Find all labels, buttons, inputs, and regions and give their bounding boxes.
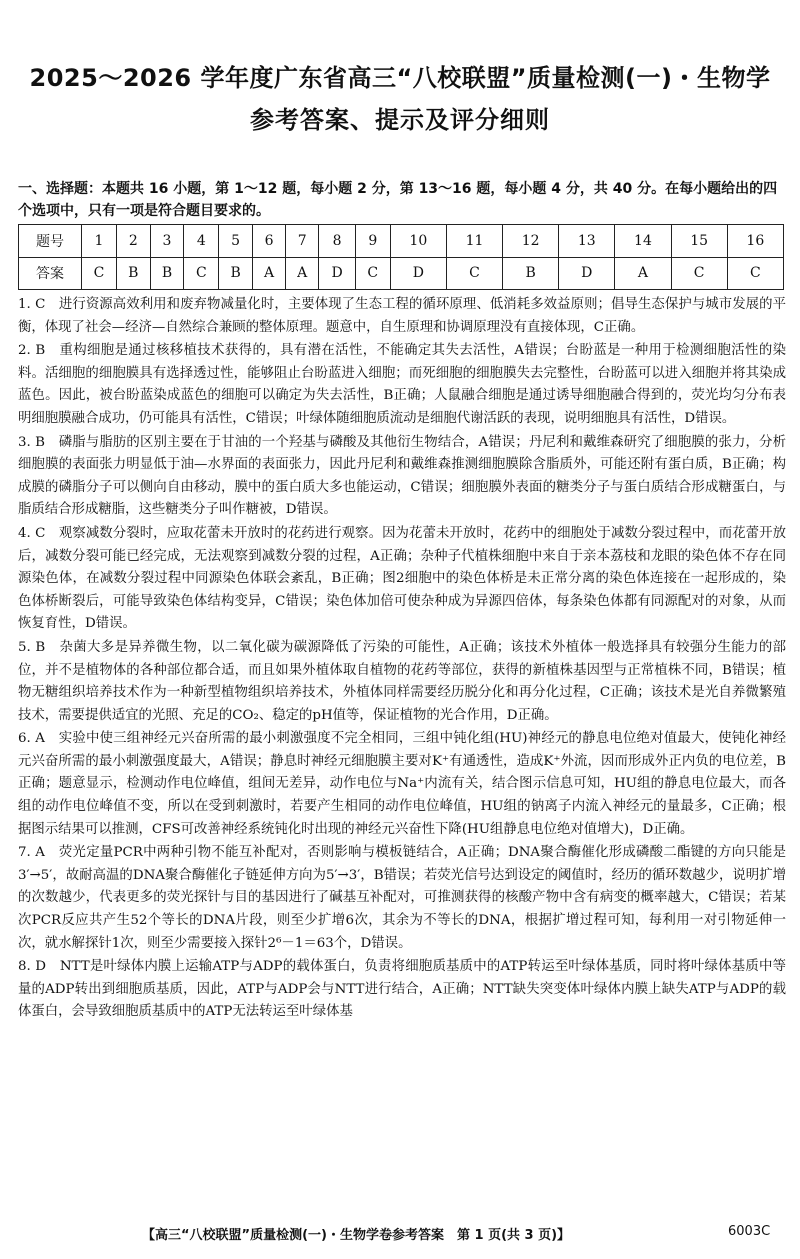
answer-cell: B xyxy=(503,257,559,290)
answer-cell: B xyxy=(150,257,184,290)
explanation-item: 8. D NTT是叶绿体内膜上运输ATP与ADP的载体蛋白，负责将细胞质基质中的ATP转运至叶绿体基质，同时将叶绿体基质中等量的ADP转出到细胞质基质，因此，ATP与ADP会与NTT进行结合，A正确；NTT缺失突变体叶绿体内膜上缺失ATP与ADP的载体蛋白，会导致细胞质基质中的ATP无法转运至叶绿体基 xyxy=(18,959,786,1020)
question-number-cell: 9 xyxy=(355,225,390,258)
explanation-item: 6. A 实验中使三组神经元兴奋所需的最小刺激强度不完全相同，三组中钝化组(HU)神经元的静息电位绝对值最大，使钝化神经元兴奋所需的最小刺激强度最大，A错误；静息时神经元细胞膜主要对K⁺有通透性，造成K⁺外流，因而形成外正内负的电位差，B正确；题意显示，检测动作电位峰值，组间无差异，动作电位与Na⁺内流有关，结合图示信息可知，HU组的静息电位最大，而各组的动作电位峰值不变，所以在受到刺激时，若要产生相同的动作电位峰值，HU组的钠离子内流入神经元的量最多，C正确；根据图示结果可以推测，CFS可改善神经系统钝化时出现的神经元兴奋性下降(HU组静息电位绝对值增大)，D正确。 xyxy=(18,731,786,837)
explanation-item: 1. C 进行资源高效利用和废弃物减量化时，主要体现了生态工程的循环原理、低消耗多效益原则；倡导生态保护与城市发展的平衡，体现了社会—经济—自然综合兼顾的整体原理。题意中，自生原理和协调原理没有直接体现，C正确。 xyxy=(18,297,786,335)
answer-cell: C xyxy=(82,257,117,290)
answer-cell: D xyxy=(559,257,615,290)
answer-cell: A xyxy=(252,257,285,290)
question-number-cell: 14 xyxy=(615,225,671,258)
question-number-cell: 6 xyxy=(252,225,285,258)
explanation-item: 7. A 荧光定量PCR中两种引物不能互补配对，否则影响与模板链结合，A正确；DNA聚合酶催化形成磷酸二酯键的方向只能是3′→5′，故耐高温的DNA聚合酶催化子链延伸方向为5′→3′，B错误；若荧光信号达到设定的阈值时，经历的循环数越少，说明扩增的次数越少，代表更多的荧光探针与目的基因进行了碱基互补配对，可推测获得的核酸产物中含有病变的概率越大，C错误；若某次PCR反应共产生52个等长的DNA片段，则至少扩增6次，其余为不等长的DNA，根据扩增过程可知，每利用一对引物延伸一次，就水解探针1次，则至少需要接入探针2⁶－1＝63个，D错误。 xyxy=(18,845,786,951)
answer-cell: C xyxy=(446,257,502,290)
explanation-list xyxy=(18,294,786,1025)
answer-cell: B xyxy=(116,257,150,290)
answer-row xyxy=(19,257,784,290)
question-number-cell: 7 xyxy=(286,225,319,258)
question-number-cell: 10 xyxy=(390,225,446,258)
answer-cell: A xyxy=(286,257,319,290)
explanation-item: 3. B 磷脂与脂肪的区别主要在于甘油的一个羟基与磷酸及其他衍生物结合，A错误；丹尼利和戴维森研究了细胞膜的张力，分析细胞膜的表面张力明显低于油—水界面的表面张力，因此丹尼利和戴维森推测细胞膜除含脂质外，可能还附有蛋白质，B正确；构成膜的磷脂分子可以侧向自由移动，膜中的蛋白质大多也能运动，C错误；细胞膜外表面的糖类分子与蛋白质结合形成糖蛋白，与脂质结合形成糖脂，这些糖类分子叫作糖被，D错误。 xyxy=(18,434,786,518)
answer-cell: C xyxy=(355,257,390,290)
row-label: 题号 xyxy=(19,225,82,258)
answer-table xyxy=(18,224,784,290)
question-number-cell: 11 xyxy=(446,225,502,258)
row-label: 答案 xyxy=(19,257,82,290)
section-heading: 一、选择题：本题共 16 小题，第 1～12 题，每小题 2 分，第 13～16 题，每小题 4 分，共 40 分。在每小题给出的四个选项中，只有一项是符合题目要求的。 xyxy=(18,181,778,219)
answer-cell: A xyxy=(615,257,671,290)
explanation-item: 4. C 观察减数分裂时，应取花蕾未开放时的花药进行观察。因为花蕾未开放时，花药中的细胞处于减数分裂过程中，而花蕾开放后，减数分裂可能已经完成，无法观察到减数分裂的过程，A正确；杂种子代植株细胞中来自于亲本荔枝和龙眼的染色体不存在同源染色体，在减数分裂过程中同源染色体联会紊乱，B正确；图2细胞中的染色体桥是未正常分离的染色体连接在一起形成的，染色体桥断裂后，可能导致染色体结构变异，C错误；染色体加倍可使杂种成为异源四倍体，每条染色体都有同源配对的对象，从而恢复育性，D错误。 xyxy=(18,525,786,632)
question-number-cell: 1 xyxy=(82,225,117,258)
answer-cell: C xyxy=(671,257,727,290)
answer-cell: D xyxy=(319,257,355,290)
question-number-cell: 2 xyxy=(116,225,150,258)
footer-text: 【高三“八校联盟”质量检测(一)・生物学卷参考答案 第 1 页(共 3 页)】 xyxy=(142,1228,571,1243)
answer-cell: D xyxy=(390,257,446,290)
document-subtitle: 参考答案、提示及评分细则 xyxy=(250,106,550,134)
explanation-item: 5. B 杂菌大多是异养微生物，以二氧化碳为碳源降低了污染的可能性，A正确；该技术外植体一般选择具有较强分生能力的部位，并不是植物体的各种部位都合适，而且如果外植体取自植物的花药等部位，获得的新植株基因型与正常植株不同，B错误；植物无糖组织培养技术作为一种新型植物组织培养技术，外植体同样需要经历脱分化和再分化过程，C正确；该技术是光自养微繁殖技术，需要提供适宜的光照、充足的CO₂、稳定的pH值等，保证植物的光合作用，D正确。 xyxy=(18,639,786,723)
footer-code: 6003C xyxy=(728,1224,771,1239)
question-number-row xyxy=(19,225,784,258)
question-number-cell: 8 xyxy=(319,225,355,258)
question-number-cell: 16 xyxy=(727,225,783,258)
question-number-cell: 13 xyxy=(559,225,615,258)
question-number-cell: 5 xyxy=(219,225,253,258)
question-number-cell: 4 xyxy=(184,225,219,258)
answer-cell: C xyxy=(184,257,219,290)
answer-cell: B xyxy=(219,257,253,290)
document-title: 2025～2026 学年度广东省高三“八校联盟”质量检测(一)・生物学 xyxy=(29,64,771,92)
question-number-cell: 12 xyxy=(503,225,559,258)
question-number-cell: 15 xyxy=(671,225,727,258)
question-number-cell: 3 xyxy=(150,225,184,258)
explanation-item: 2. B 重构细胞是通过核移植技术获得的，具有潜在活性，不能确定其失去活性，A错误；台盼蓝是一种用于检测细胞活性的染料。活细胞的细胞膜具有选择透过性，能够阻止台盼蓝进入细胞；而死细胞的细胞膜失去完整性，台盼蓝可以进入细胞并将其染成蓝色。因此，被台盼蓝染成蓝色的细胞可以确定为失去活性，B正确；人鼠融合细胞是通过诱导细胞融合得到的，荧光均匀分布表明细胞膜融合成功，仍可能具有活性，C错误；叶绿体随细胞质流动是细胞代谢活跃的表现，说明细胞具有活性，D错误。 xyxy=(18,343,786,426)
answer-cell: C xyxy=(727,257,783,290)
